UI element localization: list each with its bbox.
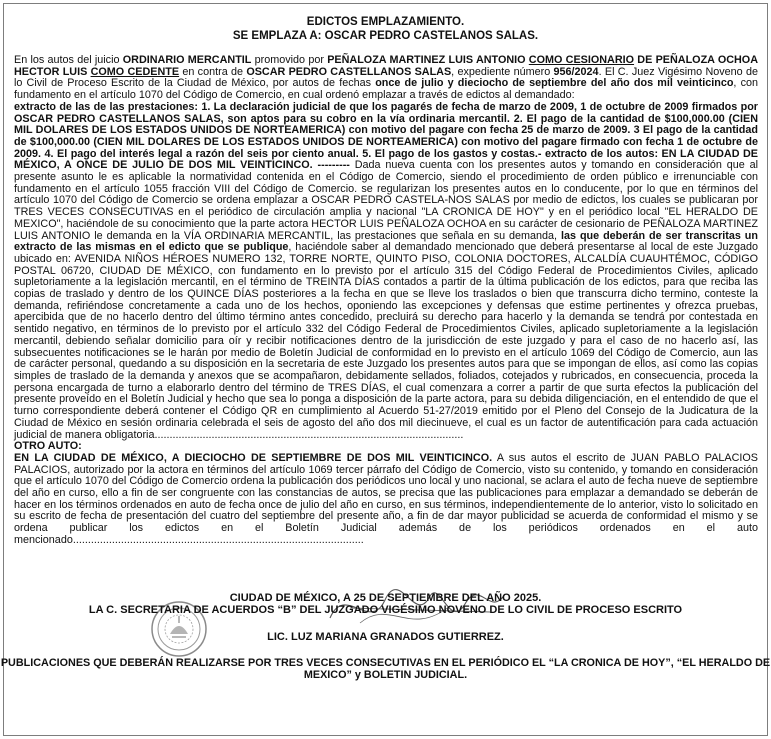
edict-body xyxy=(14,55,758,547)
second-order-paragraph: EN LA CIUDAD DE MÉXICO, A DIECIOCHO DE SEPTIEMBRE DE DOS MIL VEINTICINCO. A sus autos el escrito de JUAN PABLO PALACIOS PALACIOS, autorizado por la actora en términos del artículo 1069 tercer párrafo del Código de Comercio, visto su contenido, y tomando en consideración que el artículo 1070 del Código de Comercio ordena la publicación dos periódicos uno local y uno nacional, se aclara el auto de fecha nueve de septiembre del año en curso, ello a fin de ser congruente con las constancias de autos, se precisa que las publicaciones para emplazar a demandado se deberán de hacer en los términos ordenados en auto de fecha once de julio del año en curso, en sus términos, independientemente de lo anterior, visto lo solicitado en su escrito de fecha de presentación del cuatro del septiembre del presente año, a fin de dar mayor publicidad se acuerda de conformidad el mismo y se ordena publicar los edictos en el Boletín Judicial además de los periódicos ordenados en el auto mencionado................................................................................................. xyxy=(14,451,758,546)
heading-title: EDICTOS EMPLAZAMIENTO. xyxy=(306,16,465,28)
claims-paragraph: extracto de las de las prestaciones: 1. La declaración judicial de que los pagarés de fecha de marzo de 2009, 1 de octubre de 2009 firmados por OSCAR PEDRO CASTELLANOS SALAS, son aptos para su cobro en la vía ordinaria mercantil. 2. El pago de la cantidad de $100,000.00 (CIEN MIL DOLARES DE LOS ESTADOS UNIDOS DE NORTEAMERICA) con motivo del pagare con fecha 25 de marzo de 2009. 3 El pago de la cantidad de $100,000.00 (CIEN MIL DOLARES DE LOS ESTADOS UNIDOS DE NORTEAMERICA) con motivo del pagare firmado con fecha 1 de octubre de 2009. 4. El pago del interés legal a razón del seis por ciento anual. 5. El pago de los gastos y costas.- extracto de los autos: EN LA CIUDAD DE MÉXICO, A ONCE DE JULIO DE DOS MIL VEINTICINCO. --------- Dada nueva cuenta con los presentes autos y tomando en consideración que al presente asunto le es aplicable la normatividad contenida en el Código de Comercio, siendo el procedimiento de orden público e irrenunciable con fundamento en el artículo 1055 fracción VIII del Código de Comercio. se regularizan los presentes autos en lo conducente, por lo que en términos del artículo 1070 del Código de Comercio se ordena emplazar a OSCAR PEDRO CASTELA-NOS SALAS por medio de edictos, los cuales se publicaran por TRES VECES CONSECUTIVAS en el periódico de circulación amplia y nacional "LA CRONICA DE HOY" y en el periódico local "EL HERALDO DE MEXICO", haciéndole de su conocimiento que la parte actora HECTOR LUIS PEÑALOZA OCHOA en su carácter de cesionario de PEÑALOZA MARTINEZ LUIS ANTONIO le demanda en la VÍA ORDINARIA MERCANTIL, las prestaciones que señala en su demanda, las que deberán de ser transcritas un extracto de las mismas en el edicto que se publique, haciéndole saber al demandado mencionado que deberá presentarse al local de este Juzgado ubicado en: AVENIDA NIÑOS HÉROES NUMERO 132, TORRE NORTE, QUINTO PISO, COLONIA DOCTORES, ALCALDÍA CUAUHTÉMOC, CÓDIGO POSTAL 06720, CIUDAD DE MÉXICO, con fundamento en lo previsto por el artículo 315 del Código Federal de Procedimientos Civiles, aplicado supletoriamente a la legislación mercantil, en el término de TREINTA DÍAS contados a partir de la última publicación de los edictos, para que reciba las copias de traslado y dentro de los QUINCE DÍAS posteriores a la fecha en que se lleve los traslados o bien que transcurra dicho termino, conteste la demanda, refiriéndose concretamente a cada uno de los hechos, oponiendo las excepciones y defensas que estime pertinentes y ofrezca pruebas, apercibida que de no hacerlo dentro del último término antes concedido, precluirá su derecho para hacerlo y la demanda se tendrá por contestada en sentido negativo, en términos de lo previsto por el artículo 332 del Código Federal de Procedimientos Civiles, aplicado supletoriamente a la legislación mercantil, debiendo señalar domicilio para oír y recibir notificaciones dentro de la jurisdicción de este juzgado y para el caso de no hacerlo así, las subsecuentes notificaciones se le harán por medio de Boletín Judicial de conformidad en lo previsto en el artículo 1069 del Código de Comercio, aun las de carácter personal, quedando a su disposición en la secretaria de este Juzgado los presentes autos para que se impongan de ellos, así como las copias simples de traslado de la demanda y anexos que se acompañaron, debidamente sellados, foliados, cotejados y rubricados, en consecuencia, proceda la persona encargada de turno a elaborarlo dentro del término de TRES DÍAS, el cual comenzara a correr a partir de que surta efectos la publicación del presente proveído en el Boletín Judicial y hecho que sea lo ponga a disposición de la parte actora, para su debida diligenciación, en el entendido de que el turno correspondiente deberá contener el Código QR en cumplimiento al Acuerdo 51-27/2019 emitido por el Pleno del Consejo de la Judicatura de la Ciudad de México en sesión ordinaria celebrada el seis de agosto del año dos mil diecinueve, el cual es un factor de autentificación para cada actuación judicial de manera obligatoria....................................................................................................... xyxy=(14,100,759,441)
signer-name: LIC. LUZ MARIANA GRANADOS GUTIERREZ. xyxy=(267,631,504,643)
place-date-line: CIUDAD DE MÉXICO, A 25 DE SEPTIEMBRE DEL AÑO 2025. xyxy=(229,592,542,604)
intro-paragraph: En los autos del juicio ORDINARIO MERCANTIL promovido por PEÑALOZA MARTINEZ LUIS ANTONIO COMO CESIONARIO DE PEÑALOZA OCHOA HECTOR LUIS COMO CEDENTE en contra de OSCAR PEDRO CASTELLANOS SALAS, expediente número 956/2024. El C. Juez Vigésimo Noveno de lo Civil de Proceso Escrito de la Ciudad de México, por autos de fechas once de julio y dieciocho de septiembre del año dos mil veinticinco, con fundamento en el artículo 1070 del Código de Comercio, en cual ordenó emplazar a través de edictos al demandado: xyxy=(14,54,759,102)
other-order-heading: OTRO AUTO: xyxy=(14,440,82,453)
publication-notice-line1: PUBLICACIONES QUE DEBERÁN REALIZARSE POR TRES VECES CONSECUTIVAS EN EL PERIÓDICO EL “LA CRONICA DE HOY”, “EL HERALDO DE xyxy=(0,657,771,669)
publication-notice-line2: MEXICO” y BOLETIN JUDICIAL. xyxy=(303,669,468,681)
heading-subtitle: SE EMPLAZA A: OSCAR PEDRO CASTELANOS SALAS. xyxy=(232,30,539,42)
secretary-line: LA C. SECRETARIA DE ACUERDOS “B” DEL JUZGADO VIGÉSIMO NOVENO DE LO CIVIL DE PROCESO ESCRITO xyxy=(88,604,683,616)
